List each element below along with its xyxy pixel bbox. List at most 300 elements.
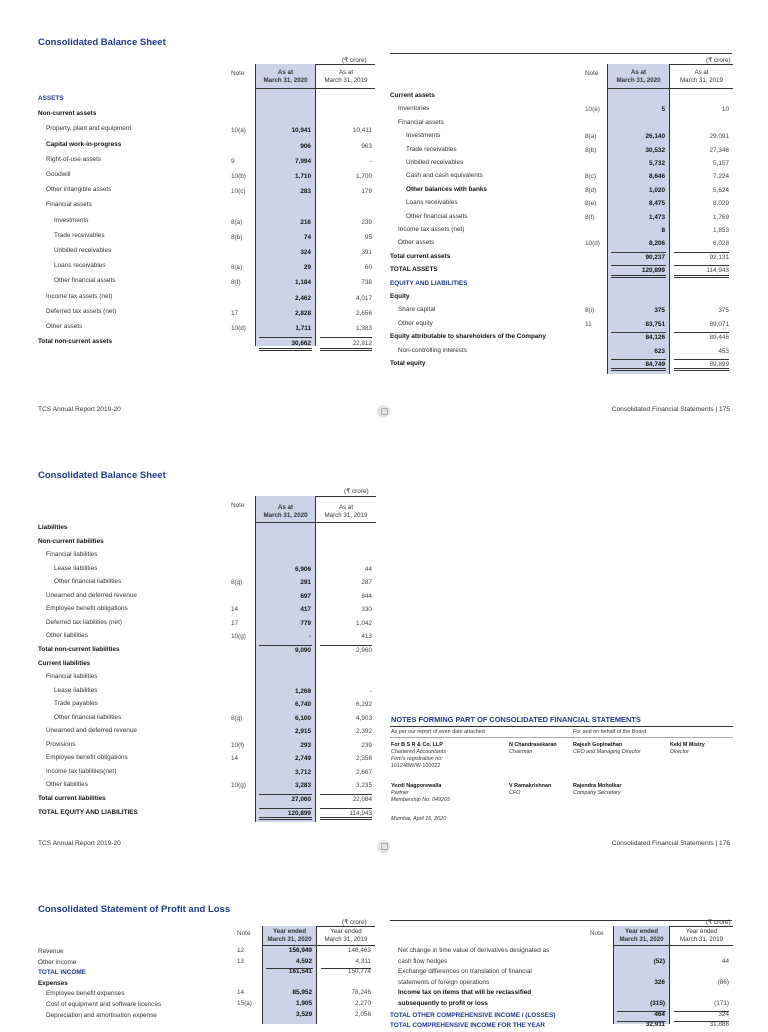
value-2020: 1,710 — [295, 173, 311, 180]
row-label: Total current liabilities — [38, 795, 106, 802]
value-2019: 60 — [364, 264, 372, 272]
table-row — [38, 260, 376, 275]
value-2020: 84,749 — [645, 361, 665, 368]
value-2019: 8,029 — [713, 200, 729, 208]
table-row — [390, 251, 733, 264]
row-note: 10(b) — [231, 173, 246, 180]
value-2020: 9,090 — [295, 646, 311, 654]
page3-title: Consolidated Statement of Profit and Loss — [38, 904, 231, 915]
partner-name: Yezdi Nagporewalla — [391, 783, 442, 789]
row-note: 8(b) — [585, 146, 597, 154]
row-label: Other balances with banks — [406, 185, 487, 193]
value-2019: 44 — [364, 565, 372, 573]
row-label: Loans receivables — [406, 199, 458, 207]
table-row — [38, 1010, 376, 1021]
row-label: Employee benefit obligations — [46, 754, 128, 762]
home-icon[interactable] — [377, 405, 390, 418]
col-header-line1: As at — [694, 69, 709, 76]
value-2020: 3,712 — [295, 768, 311, 776]
row-note: 8(d) — [585, 186, 597, 194]
row-label: Financial assets — [398, 118, 444, 126]
page1-left-note-header: Note — [231, 70, 245, 77]
row-label: Income tax liabilities(net) — [46, 767, 117, 775]
row-label: Employee benefit obligations — [46, 605, 128, 613]
table-row — [38, 123, 376, 138]
table-row — [38, 336, 376, 351]
total-underline — [611, 332, 666, 333]
sig-report-note: As per our report of even date attached — [391, 729, 485, 735]
value-2020: (52) — [653, 957, 665, 965]
page3-left-col2-header — [317, 928, 375, 944]
value-2019: 2,392 — [356, 728, 372, 736]
table-row — [390, 358, 733, 371]
value-2020: 4,592 — [296, 957, 312, 965]
value-2019: 2,667 — [356, 768, 372, 776]
table-row — [390, 130, 733, 143]
row-label: Equity attributable to shareholders of the Company — [390, 333, 546, 341]
row-label: Deferred tax assets (net) — [46, 307, 117, 315]
chairman-name: N Chandrasekaran — [509, 742, 557, 748]
row-label: Other financial assets — [406, 212, 468, 220]
table-row — [38, 230, 376, 245]
value-2019: 31,886 — [709, 1021, 729, 1029]
auditor-block — [391, 742, 446, 770]
row-note: 8(f) — [231, 279, 241, 287]
value-2019: 78,246 — [351, 989, 371, 997]
ceo-name: Rajesh Gopinathan — [573, 742, 623, 748]
value-2020: 779 — [300, 619, 311, 627]
value-2020: 326 — [654, 978, 665, 986]
row-label: Exchange differences on translation of financial — [398, 968, 532, 976]
total-underline — [674, 252, 729, 253]
table-row — [38, 108, 376, 123]
page3-left-note-header: Note — [237, 930, 251, 937]
table-row — [38, 685, 376, 699]
row-note: 8(a) — [585, 133, 597, 141]
table-row — [38, 169, 376, 184]
table-row — [390, 264, 733, 277]
value-2019: 2,356 — [356, 755, 372, 763]
row-label: EQUITY AND LIABILITIES — [390, 279, 468, 287]
row-note: 10(g) — [231, 782, 246, 790]
table-row — [390, 304, 733, 317]
col-header-line2: March 31, 2020 — [616, 77, 661, 84]
page1-footer-left: TCS Annual Report 2019-20 — [38, 406, 121, 413]
cfo-title: CFO — [509, 790, 521, 796]
row-label: Cash and cash equivalents — [406, 172, 483, 180]
row-note: 11 — [585, 320, 592, 328]
col-header-line1: Year ended — [685, 928, 718, 935]
row-label: Unbilled receivables — [406, 159, 464, 166]
total-underline — [259, 645, 312, 646]
row-label: Total non-current liabilities — [38, 645, 120, 653]
value-2019: 330 — [361, 606, 372, 614]
row-label: TOTAL ASSETS — [390, 266, 438, 274]
value-2020: 30,532 — [645, 146, 665, 154]
value-2019: 44 — [721, 957, 729, 965]
value-2020: 3,283 — [295, 782, 311, 790]
sig-board-note: For and on behalf of the Board — [573, 729, 647, 735]
table-row — [38, 549, 376, 563]
table-row — [38, 215, 376, 230]
row-note: 14 — [231, 755, 239, 763]
page1-right-header-bottom-rule — [607, 88, 733, 89]
cfo-name: V Ramakrishnan — [509, 783, 552, 789]
value-2019: (86) — [717, 978, 729, 986]
director-title: Director — [670, 749, 689, 755]
table-row — [38, 563, 376, 577]
value-2019: 1,853 — [713, 227, 729, 234]
value-2020: 697 — [300, 592, 311, 600]
page1-left-col1-header — [255, 69, 316, 85]
value-2019: 29,091 — [709, 133, 729, 141]
total-underline — [617, 1011, 666, 1012]
page3-right-col2-header — [670, 928, 733, 944]
table-row — [390, 946, 733, 967]
page2-footer-right: Consolidated Financial Statements | 176 — [611, 840, 730, 847]
row-label: Other liabilities — [46, 781, 88, 789]
row-label: ASSETS — [38, 95, 64, 102]
value-2019: 22,812 — [352, 340, 372, 348]
row-label: Capital work-in-progress — [46, 140, 122, 148]
value-2019: 1,042 — [356, 619, 372, 627]
page1-left-header-bottom-rule — [255, 88, 375, 89]
total-underline — [320, 808, 372, 809]
total-underline — [266, 968, 313, 969]
total-double-underline — [320, 348, 372, 351]
total-underline — [320, 645, 372, 646]
row-label: Other income — [38, 958, 77, 966]
row-label: Non-current assets — [38, 110, 97, 118]
page1-right-table — [390, 90, 733, 376]
total-underline — [674, 265, 729, 266]
row-label: Current liabilities — [38, 659, 91, 667]
row-note: 8(e) — [585, 200, 597, 208]
value-2019: 239 — [361, 218, 372, 226]
value-2019: 239 — [361, 741, 372, 749]
page3-right-table — [390, 946, 733, 1030]
table-row — [38, 199, 376, 214]
page2-table — [38, 522, 376, 822]
total-underline — [611, 359, 666, 360]
value-2020: 2,749 — [295, 755, 311, 763]
row-label: Other financial liabilities — [54, 578, 122, 586]
page2-col2-header — [316, 504, 376, 520]
page3-right-currency-unit: (₹ crore) — [706, 919, 731, 926]
table-row — [390, 90, 733, 103]
table-row — [38, 698, 376, 712]
chairman-title: Chairman — [509, 749, 533, 755]
table-row — [38, 139, 376, 154]
table-row — [38, 779, 376, 793]
row-note: 12 — [237, 947, 245, 954]
row-label: Financial liabilities — [46, 551, 98, 559]
row-label: Unearned and deferred revenue — [46, 591, 137, 599]
page2-title: Consolidated Balance Sheet — [38, 470, 166, 481]
table-row — [38, 93, 376, 108]
row-label: TOTAL INCOME — [38, 969, 86, 977]
row-label-continued: subsequently to profit or loss — [398, 999, 488, 1007]
row-label: Other intangible assets — [46, 186, 112, 194]
col-header-line1: As at — [277, 69, 294, 76]
value-2019: 7,224 — [713, 173, 729, 181]
value-2020: 5,732 — [649, 160, 665, 167]
col-header-line2: March 31, 2019 — [680, 936, 723, 943]
cs-block — [573, 783, 622, 797]
value-2019: 5,157 — [713, 160, 729, 167]
page2-footer-left: TCS Annual Report 2019-20 — [38, 840, 121, 847]
row-label: Net change in time value of derivatives designated as — [398, 947, 550, 954]
value-2019: 5,624 — [713, 186, 729, 194]
value-2020: 7,994 — [295, 157, 311, 165]
value-2020: - — [308, 633, 311, 641]
table-row — [38, 957, 376, 968]
total-underline — [320, 794, 372, 795]
table-row — [38, 275, 376, 290]
table-row — [390, 170, 733, 183]
row-label: Loans receivables — [54, 262, 106, 270]
value-2020: 8 — [661, 227, 665, 234]
row-label: Income tax assets (net) — [46, 292, 113, 300]
col-header-line2: March 31, 2020 — [267, 936, 312, 943]
row-label: Other financial liabilities — [54, 713, 122, 721]
value-2020: 83,751 — [645, 320, 665, 328]
value-2019: 146,463 — [347, 947, 371, 954]
value-2020: 623 — [654, 347, 665, 355]
row-label: Inventories — [398, 105, 430, 113]
row-label: Financial assets — [46, 201, 92, 209]
row-label: Total non-current assets — [38, 338, 113, 346]
table-row — [38, 946, 376, 957]
value-2020: 161,541 — [288, 968, 312, 976]
row-label: Other assets — [46, 323, 83, 330]
page3-left-col1-header — [262, 928, 317, 944]
row-label: Lease liabilities — [54, 564, 98, 572]
table-row — [390, 211, 733, 224]
page3-right-note-header: Note — [590, 930, 604, 937]
page2-note-header: Note — [231, 502, 245, 509]
value-2020: 2,828 — [295, 309, 311, 317]
value-2019: 2,656 — [356, 309, 372, 317]
director-name: Keki M Mistry — [670, 742, 705, 748]
row-label: Income tax on items that will be reclassified — [398, 989, 532, 997]
page1-right-note-header: Note — [585, 70, 599, 77]
page3-left-currency-unit: (₹ crore) — [342, 919, 367, 926]
value-2020: 26,140 — [645, 133, 665, 141]
ceo-title: CEO and Managing Director — [573, 749, 641, 755]
value-2019: 287 — [361, 579, 372, 587]
value-2020: 29 — [303, 264, 311, 272]
table-row — [38, 245, 376, 260]
table-row — [38, 184, 376, 199]
table-row — [38, 154, 376, 169]
value-2019: 10,411 — [352, 127, 372, 135]
table-row — [38, 793, 376, 807]
value-2020: 120,899 — [287, 809, 311, 817]
value-2019: 1,769 — [713, 213, 729, 221]
value-2019: 6,028 — [713, 240, 729, 248]
row-note: 10(e) — [585, 106, 600, 114]
place-date: Mumbai, April 16, 2020 — [391, 816, 447, 822]
partner-block — [391, 783, 450, 804]
table-row — [38, 712, 376, 726]
value-2020: 30,662 — [291, 340, 311, 348]
value-2020: 27,060 — [291, 796, 311, 803]
value-2020: 417 — [300, 606, 311, 614]
value-2019: 27,346 — [709, 146, 729, 154]
total-underline — [674, 332, 729, 333]
value-2019: 114,943 — [706, 267, 729, 275]
row-note: 10(d) — [231, 325, 246, 332]
value-2019: - — [369, 687, 372, 695]
total-underline — [321, 968, 371, 969]
value-2020: 1,268 — [295, 687, 311, 695]
value-2019: 22,084 — [352, 796, 372, 803]
home-icon[interactable] — [377, 840, 390, 853]
value-2020: (315) — [650, 999, 665, 1007]
value-2020: 375 — [654, 307, 665, 315]
value-2019: 413 — [361, 633, 372, 641]
col-header-line1: Year ended — [330, 928, 362, 935]
table-row — [38, 536, 376, 550]
value-2020: 1,184 — [295, 279, 311, 287]
row-note: 9 — [231, 157, 235, 165]
total-double-underline — [259, 817, 312, 820]
row-note: 8(a) — [231, 218, 243, 226]
value-2020: 291 — [300, 579, 311, 587]
table-row — [38, 725, 376, 739]
value-2020: 216 — [300, 218, 311, 226]
total-underline — [320, 337, 372, 338]
notes-rule — [390, 726, 733, 727]
notes-title: NOTES FORMING PART OF CONSOLIDATED FINANCIAL STATEMENTS — [391, 715, 641, 724]
table-row — [38, 603, 376, 617]
row-label: Other equity — [398, 319, 433, 327]
row-label: Cost of equipment and software licences — [46, 1001, 162, 1008]
row-label: Goodwill — [46, 171, 71, 178]
row-label: Provisions — [46, 740, 76, 748]
total-underline — [259, 808, 312, 809]
row-label: Total current assets — [390, 252, 451, 260]
total-double-underline — [611, 368, 666, 371]
value-2019: 4,311 — [355, 957, 371, 965]
table-row — [390, 157, 733, 170]
row-label: Depreciation and amortisation expense — [46, 1011, 157, 1019]
total-underline — [674, 359, 729, 360]
table-row — [38, 752, 376, 766]
page1-right-currency-unit: (₹ crore) — [706, 57, 731, 64]
value-2020: 464 — [654, 1010, 665, 1018]
row-label: Trade receivables — [54, 231, 105, 239]
partner-membership: Membership No: 049265 — [391, 797, 451, 803]
value-2019: 89,899 — [709, 361, 729, 368]
row-note: 14 — [231, 606, 239, 614]
value-2019: 4,903 — [356, 714, 372, 722]
director-block — [670, 742, 705, 756]
value-2019: 2,270 — [355, 1000, 371, 1007]
row-note: 8(e) — [231, 264, 243, 272]
total-double-underline — [674, 368, 729, 371]
row-note: 17 — [231, 309, 239, 317]
col-header-line1: As at — [630, 69, 647, 76]
row-label: Other financial assets — [54, 277, 116, 285]
col-header-line2: March 31, 2019 — [324, 936, 368, 943]
row-note: 14 — [237, 989, 245, 997]
row-label: TOTAL OTHER COMPREHENSIVE INCOME / (LOSSES) — [390, 1011, 556, 1019]
value-2019: 10 — [721, 106, 729, 114]
table-row — [390, 278, 733, 291]
value-2020: 6,100 — [295, 714, 311, 722]
table-row — [38, 999, 376, 1010]
table-row — [38, 321, 376, 336]
page1-right-col2-header — [670, 69, 733, 85]
col-header-line2: March 31, 2020 — [619, 936, 664, 943]
value-2020: 1,473 — [649, 213, 665, 221]
table-row — [390, 1020, 733, 1031]
page3-right-col1-header — [613, 928, 670, 944]
table-row — [38, 671, 376, 685]
page1-left-table — [38, 93, 376, 351]
value-2020: 10,941 — [291, 127, 311, 135]
value-2020: 1,905 — [296, 1000, 312, 1007]
value-2019: 375 — [718, 307, 729, 315]
value-2019: 453 — [718, 347, 729, 355]
value-2020: 156,949 — [288, 947, 312, 954]
col-header-line2: March 31, 2020 — [263, 512, 308, 519]
value-2019: 150,774 — [347, 968, 371, 976]
table-row — [38, 739, 376, 753]
table-row — [390, 237, 733, 250]
cfo-block — [509, 783, 551, 797]
row-label: Non-controlling interests — [398, 346, 467, 354]
page1-footer-right: Consolidated Financial Statements | 175 — [611, 406, 730, 413]
table-row — [38, 807, 376, 821]
row-label: Equity — [390, 293, 410, 300]
page3-right-top-rule — [390, 920, 732, 921]
table-row — [390, 291, 733, 304]
value-2020: 283 — [300, 188, 311, 196]
value-2019: 4,017 — [356, 294, 372, 302]
total-underline — [674, 1021, 729, 1022]
row-label: Employee benefit expenses — [46, 990, 125, 998]
page1-title: Consolidated Balance Sheet — [38, 37, 166, 48]
value-2019: 179 — [361, 188, 372, 196]
row-label: Investments — [54, 216, 89, 224]
table-row — [390, 967, 733, 988]
value-2019: 844 — [361, 592, 372, 600]
value-2020: 1,711 — [295, 325, 311, 332]
total-underline — [259, 337, 312, 338]
col-header-line1: As at — [338, 69, 354, 76]
row-note: 10(c) — [231, 188, 246, 196]
table-row — [38, 988, 376, 999]
total-underline — [674, 1011, 729, 1012]
table-row — [390, 331, 733, 344]
page1-left-col2-header — [316, 69, 376, 85]
col-header-line2: March 31, 2019 — [324, 77, 368, 84]
value-2020: 90,237 — [645, 253, 665, 261]
row-label: Financial liabilities — [46, 673, 98, 681]
value-2020: 5 — [661, 106, 665, 114]
row-label: Unearned and deferred revenue — [46, 727, 137, 735]
total-underline — [611, 265, 666, 266]
table-row — [390, 1010, 733, 1021]
value-2020: 2,915 — [295, 728, 311, 736]
row-note: 8(g) — [231, 714, 243, 722]
row-note: 8(g) — [231, 579, 243, 587]
row-label: Unbilled receivables — [54, 247, 112, 254]
table-row — [390, 988, 733, 1009]
